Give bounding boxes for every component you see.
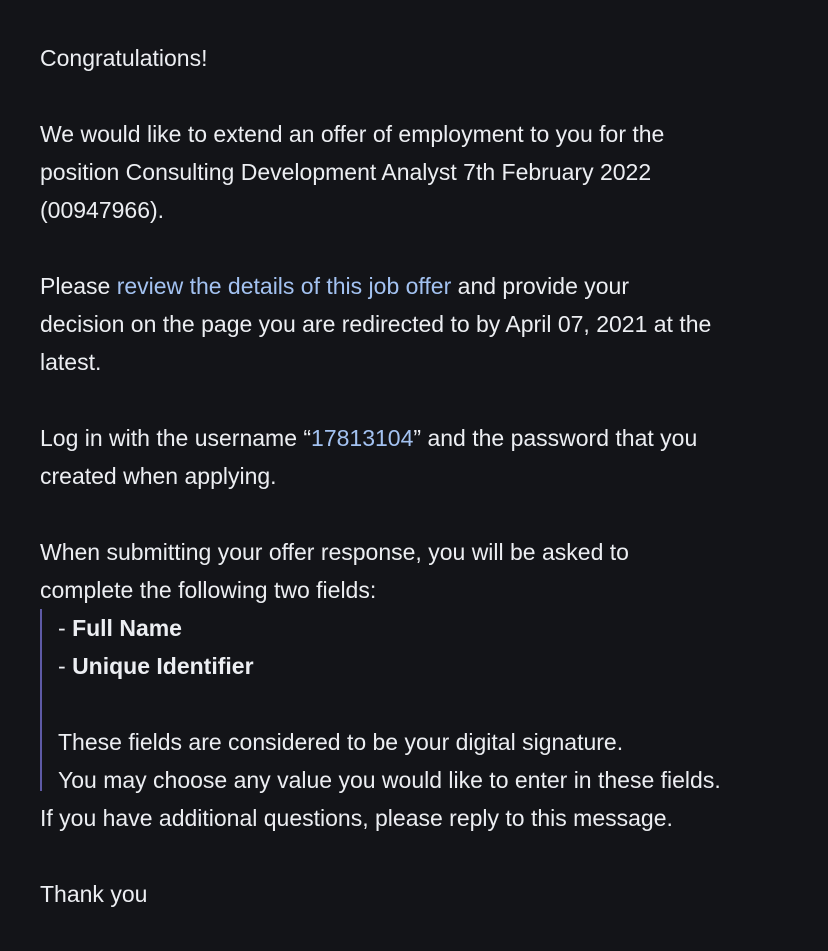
submit-line-2: complete the following two fields: bbox=[40, 577, 377, 603]
closing-paragraph bbox=[40, 875, 800, 913]
field-full-name-label: Full Name bbox=[72, 615, 182, 641]
signature-note-line-1: These fields are considered to be your digital signature. bbox=[58, 729, 624, 755]
offer-line-2: position Consulting Development Analyst 7th February 2022 bbox=[40, 159, 652, 185]
review-suffix-text: and provide your bbox=[451, 273, 629, 299]
blank-line bbox=[58, 685, 800, 723]
field-item-prefix: - bbox=[58, 615, 73, 641]
offer-line-1: We would like to extend an offer of employment to you for the bbox=[40, 121, 665, 147]
login-prefix-text: Log in with the username “ bbox=[40, 425, 312, 451]
questions-text: If you have additional questions, please reply to this message. bbox=[40, 805, 673, 831]
username-link[interactable]: 17813104 bbox=[311, 425, 414, 451]
login-line-1 bbox=[40, 419, 800, 457]
review-line-3: latest. bbox=[40, 349, 102, 375]
login-line-2: created when applying. bbox=[40, 463, 277, 489]
blockquote-bar bbox=[40, 609, 42, 791]
field-item-unique-identifier bbox=[58, 647, 800, 685]
fields-blockquote bbox=[40, 609, 800, 799]
email-body bbox=[40, 39, 800, 951]
login-suffix-text: ” and the password that you bbox=[413, 425, 698, 451]
greeting-paragraph bbox=[40, 39, 800, 77]
greeting-text: Congratulations! bbox=[40, 45, 208, 71]
questions-paragraph bbox=[40, 799, 800, 837]
submit-line-1: When submitting your offer response, you will be asked to bbox=[40, 539, 629, 565]
field-unique-identifier-label: Unique Identifier bbox=[72, 653, 254, 679]
submit-paragraph bbox=[40, 533, 800, 609]
field-item-prefix: - bbox=[58, 653, 73, 679]
offer-paragraph bbox=[40, 115, 800, 229]
review-line-1 bbox=[40, 267, 800, 305]
offer-line-3: (00947966). bbox=[40, 197, 165, 223]
review-prefix-text: Please bbox=[40, 273, 117, 299]
review-offer-link[interactable]: review the details of this job offer bbox=[116, 273, 452, 299]
signature-note-line-2: You may choose any value you would like to enter in these fields. bbox=[58, 767, 721, 793]
login-paragraph bbox=[40, 419, 800, 495]
closing-text: Thank you bbox=[40, 881, 148, 907]
review-line-2: decision on the page you are redirected to by April 07, 2021 at the bbox=[40, 311, 712, 337]
field-item-full-name bbox=[58, 609, 800, 647]
review-paragraph bbox=[40, 267, 800, 381]
